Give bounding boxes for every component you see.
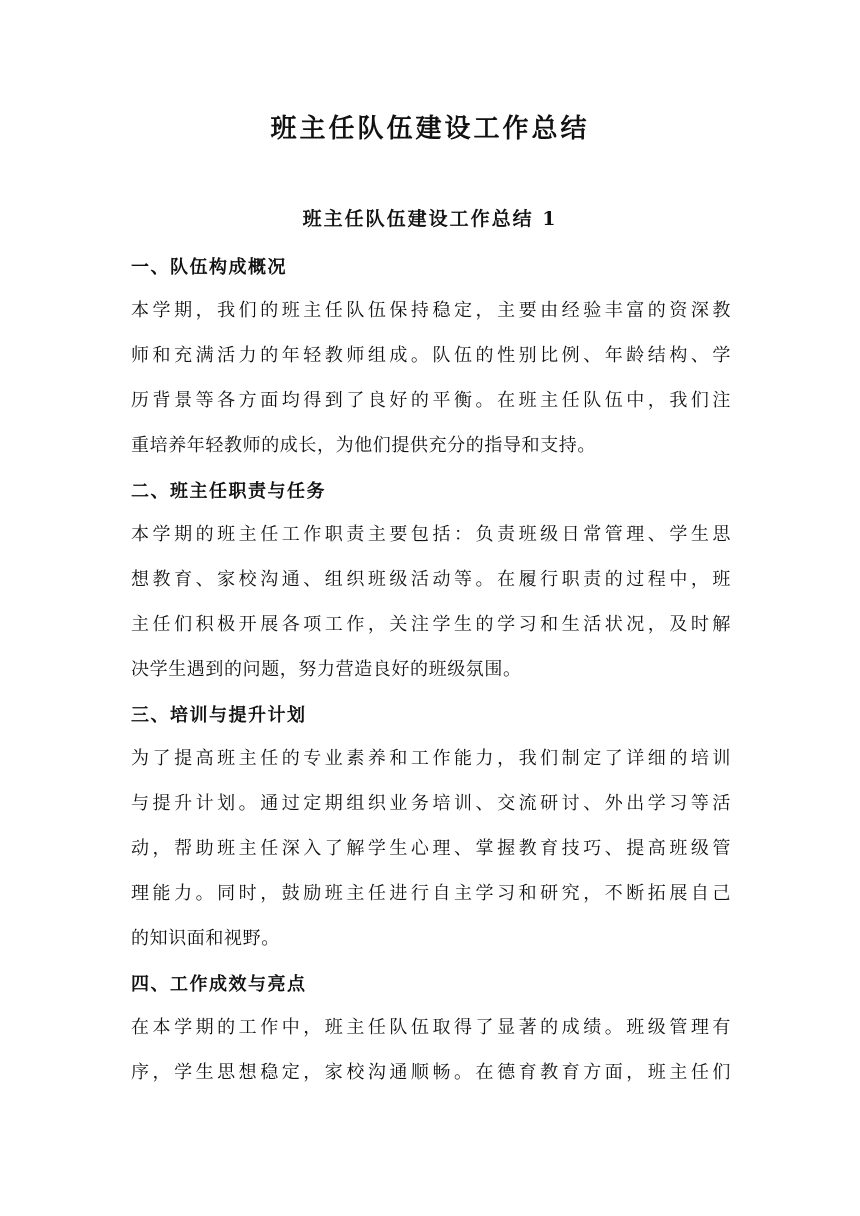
paragraph-line: 决学生遇到的问题，努力营造良好的班级氛围。 [131, 659, 522, 680]
document-title: 班主任队伍建设工作总结 [270, 114, 590, 144]
section-heading: 二、班主任职责与任务 [131, 481, 326, 502]
section-paragraph [131, 288, 731, 468]
section-paragraph [131, 1005, 731, 1095]
paragraph-line: 想教育、家校沟通、组织班级活动等。在履行职责的过程中，班 [131, 569, 731, 590]
section-duties-tasks [131, 472, 731, 692]
paragraph-line: 与提升计划。通过定期组织业务培训、交流研讨、外出学习等活 [131, 793, 731, 814]
paragraph-line: 为了提高班主任的专业素养和工作能力，我们制定了详细的培训 [131, 748, 731, 769]
paragraph-line: 序，学生思想稳定，家校沟通顺畅。在德育教育方面，班主任们 [131, 1062, 731, 1083]
section-heading: 四、工作成效与亮点 [131, 974, 307, 995]
document-subtitle: 班主任队伍建设工作总结 1 [302, 208, 558, 230]
paragraph-line: 师和充满活力的年轻教师组成。队伍的性别比例、年龄结构、学 [131, 345, 731, 366]
paragraph-line: 主任们积极开展各项工作，关注学生的学习和生活状况，及时解 [131, 614, 731, 635]
section-results-highlights [131, 965, 731, 1095]
paragraph-line: 理能力。同时，鼓励班主任进行自主学习和研究，不断拓展自己 [131, 883, 731, 904]
document-body [131, 248, 731, 1099]
section-training-plan [131, 696, 731, 961]
section-heading: 三、培训与提升计划 [131, 705, 307, 726]
paragraph-line: 动，帮助班主任深入了解学生心理、掌握教育技巧、提高班级管 [131, 838, 731, 859]
paragraph-line: 在本学期的工作中，班主任队伍取得了显著的成绩。班级管理有 [131, 1017, 731, 1038]
paragraph-line: 重培养年轻教师的成长，为他们提供充分的指导和支持。 [131, 435, 596, 456]
section-paragraph [131, 736, 731, 961]
paragraph-line: 本学期，我们的班主任队伍保持稳定，主要由经验丰富的资深教 [131, 300, 731, 321]
paragraph-line: 本学期的班主任工作职责主要包括：负责班级日常管理、学生思 [131, 524, 731, 545]
paragraph-line: 的知识面和视野。 [131, 928, 280, 949]
paragraph-line: 历背景等各方面均得到了良好的平衡。在班主任队伍中，我们注 [131, 390, 731, 411]
section-heading: 一、队伍构成概况 [131, 257, 287, 278]
section-paragraph [131, 512, 731, 692]
section-team-composition [131, 248, 731, 468]
